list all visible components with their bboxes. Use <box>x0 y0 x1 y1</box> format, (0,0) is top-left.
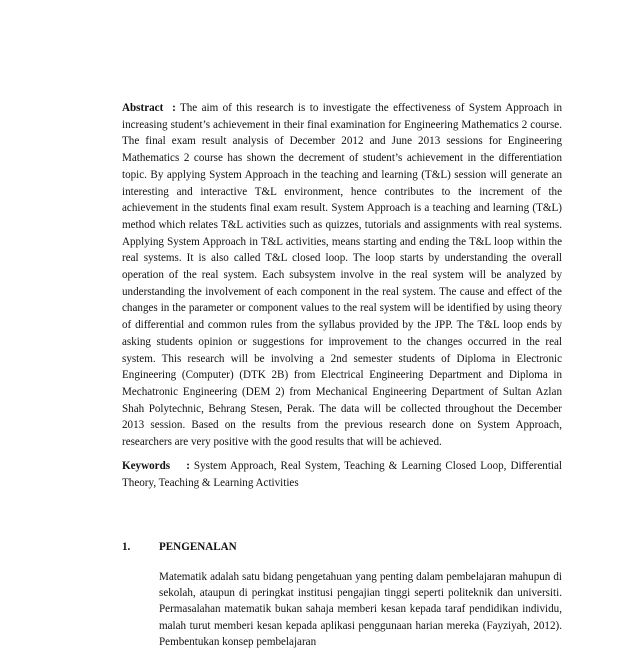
keywords-paragraph <box>122 458 562 491</box>
keywords-text: System Approach, Real System, Teaching & Learning Closed Loop, Differential Theory, Teaching & Learning Activities <box>122 460 563 489</box>
abstract-text: The aim of this research is to investigate the effectiveness of System Approach in increasing student’s achievement in their final examination for Engineering Mathematics 2 course. The final exam result analysis of December 2012 and June 2013 sessions for Engineering Mathematics 2 course has shown the decrement of student’s achievement in the differentiation topic. By applying System Approach in the teaching and learning (T&L) session will generate an interesting and interactive T&L environment, hence contributes to the increment of the achievement in the students final exam result. System Approach is a teaching and learning (T&L) method which relates T&L activities such as quizzes, tutorials and assignments with real systems. Applying System Approach in T&L activities, means starting and ending the T&L loop within the real systems. It is also called T&L closed loop. The loop starts by understanding the overall operation of the real system. Each subsystem involve in the real system will be analyzed by understanding the involvement of each component in the real system. The cause and effect of the changes in the parameter or component values to the real system will be identified by using theory of differential and common rules from the syllabus provided by the JPP. The T&L loop ends by asking students opinion or suggestions for improvement to the changes occurred in the real system. This research will be involving a 2nd semester students of Diploma in Electronic Engineering (Computer) (DTK 2B) from Electrical Engineering Department and Diploma in Mechatronic Engineering (DEM 2) from Mechanical Engineering Department of Sultan Azlan Shah Polytechnic, Behrang Stesen, Perak. The data will be collected throughout the December 2013 session. Based on the results from the previous research done on System Approach, researchers are very positive with the good results that will be achieved. <box>122 102 563 449</box>
section-paragraph: Matematik adalah satu bidang pengetahuan yang penting dalam pembelajaran mahupun di sekolah, ataupun di peringkat institusi pengajian tinggi seperti politeknik dan universiti. Permasalahan matematik bukan sahaja memberi kesan kepada taraf pendidikan individu, malah turut memberi kesan kepada aplikasi penggunaan harian mereka (Fayziyah, 2012). Pembentukan konsep pembelajaran <box>159 571 562 648</box>
section-number: 1. <box>122 541 131 553</box>
section-title: PENGENALAN <box>159 541 237 553</box>
section-heading <box>122 539 562 555</box>
abstract-label: Abstract <box>122 102 164 114</box>
abstract-separator: : <box>172 102 176 114</box>
keywords-label: Keywords <box>122 460 171 472</box>
abstract-paragraph <box>122 100 562 451</box>
keywords-separator: : <box>186 460 190 472</box>
